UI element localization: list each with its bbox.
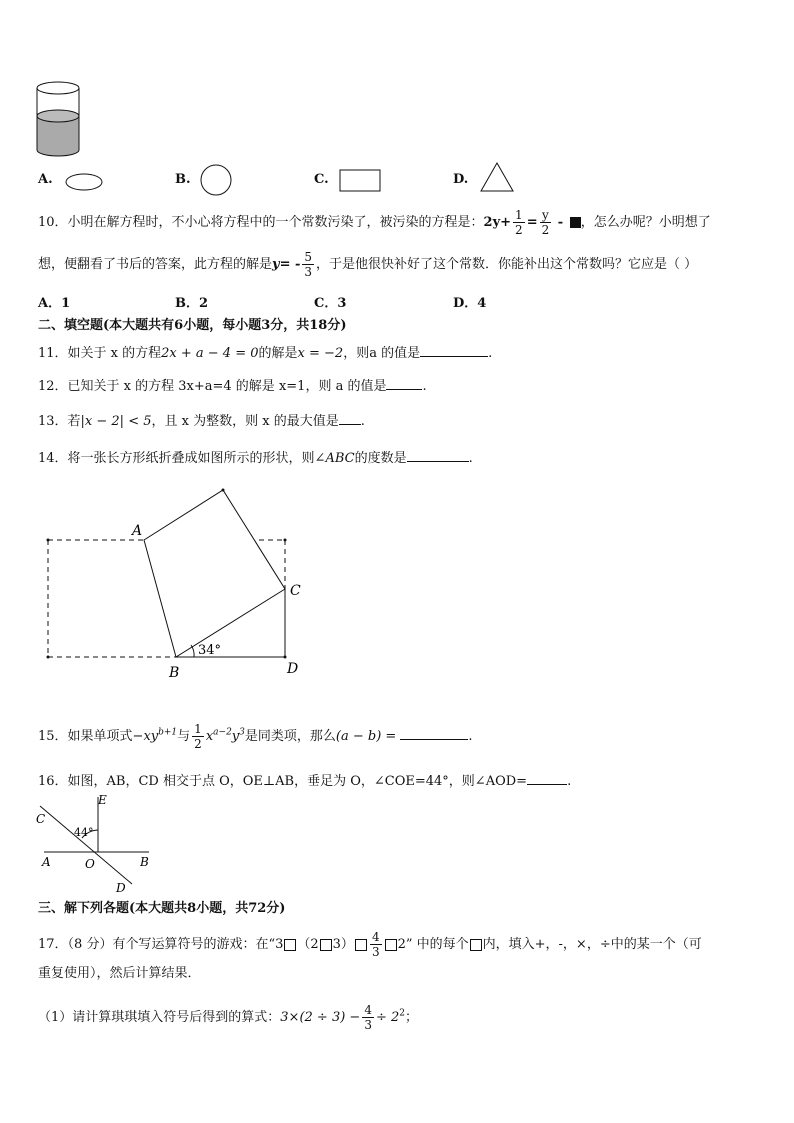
cylinder-figure <box>30 78 86 160</box>
q10-option-b: B．2 <box>175 296 209 311</box>
blank-box-icon <box>284 939 296 951</box>
section-3-heading: 三、解下列各题(本大题共8小题，共72分) <box>38 901 286 916</box>
q10-option-c: C．3 <box>314 296 347 311</box>
q14-period: . <box>468 451 473 466</box>
q17-sub1-exp: 2 <box>399 1008 405 1019</box>
label-a: A <box>132 523 143 539</box>
q13 <box>38 410 365 431</box>
blank-box-icon <box>470 939 482 951</box>
q17-line2: 重复使用），然后计算结果． <box>38 966 201 981</box>
q15-text-a: 15．如果单项式 <box>38 729 133 744</box>
q15-monomial2-x-exp: a−2 <box>213 727 232 738</box>
label-b: B <box>169 665 180 680</box>
q14-answer-blank[interactable] <box>407 447 469 462</box>
triangle-shape <box>478 160 516 194</box>
q12-answer-blank[interactable] <box>386 375 422 390</box>
q10-frac2 <box>540 208 552 237</box>
q10-frac1 <box>513 208 525 237</box>
q17-text-a: 17．（8 分）有个写运算符号的游戏：在“3 <box>38 937 284 952</box>
q12-period: . <box>422 379 427 394</box>
q14-text-b: 的度数是 <box>354 451 407 466</box>
q15-expression: (a − b) = <box>335 729 397 744</box>
folded-rectangle-figure <box>40 485 320 680</box>
q11 <box>38 342 492 363</box>
q11-equation: 2x + a − 4 = 0 <box>161 346 259 361</box>
q10-frac1-den: 2 <box>515 223 523 237</box>
label-b-16: B <box>140 855 149 869</box>
q17-frac-den: 3 <box>371 945 380 959</box>
intersecting-lines-figure <box>34 792 152 894</box>
q10-frac2-den: 2 <box>541 223 550 237</box>
q15-text-c: 是同类项，那么 <box>244 729 336 744</box>
q17-text-c: 3） <box>332 937 354 952</box>
q10-text-b: ，怎么办呢？小明想了 <box>580 215 711 230</box>
q13-period: . <box>360 414 365 429</box>
q11-text-a: 11．如关于 x 的方程 <box>38 346 162 361</box>
q15-monomial1: −xy <box>132 729 159 744</box>
q17-sub1-frac-num: 4 <box>364 1003 372 1017</box>
q14-angle: ∠ABC <box>314 451 355 466</box>
q12-text: 12．已知关于 x 的方程 3x+a=4 的解是 x=1，则 a 的值是 <box>38 379 387 394</box>
ellipse-shape <box>64 172 104 192</box>
label-d: D <box>287 661 299 677</box>
q10-frac1-num: 1 <box>515 208 523 222</box>
q9-option-d-label: D. <box>453 172 469 187</box>
circle-shape <box>199 164 235 196</box>
q11-solution: x = −2 <box>297 346 344 361</box>
q10-line2 <box>38 250 697 279</box>
q9-option-b-label: B. <box>175 172 191 187</box>
label-c-16: C <box>36 812 46 826</box>
label-o: O <box>85 857 95 871</box>
q17-frac-num: 4 <box>371 930 380 944</box>
q12 <box>38 375 427 396</box>
q11-text-c: ，则a 的值是 <box>343 346 421 361</box>
q17-sub1-expr-a: 3×(2 ÷ 3) − <box>280 1010 361 1025</box>
label-a-16: A <box>42 855 51 869</box>
q10-text-a: 10．小明在解方程时，不小心将方程中的一个常数污染了，被污染的方程是： <box>38 215 484 230</box>
q9-option-a-label: A. <box>38 172 53 187</box>
q11-text-b: 的解是 <box>258 346 298 361</box>
q17-text-d: 2” 中的每个 <box>397 937 469 952</box>
q17-text-e: 内，填入+，-，×，÷中的某一个（可 <box>482 937 702 952</box>
q10-text-d: ，于是他很快补好了这个常数．你能补出这个常数吗？它应是（ ） <box>316 257 698 272</box>
q10-frac3 <box>302 250 314 279</box>
q15-monomial1-exp: b+1 <box>158 727 178 738</box>
q10-line1 <box>38 208 711 237</box>
q17-sub1-end: ； <box>404 1010 418 1025</box>
angle-34-label: 34° <box>198 643 222 658</box>
q16-period: . <box>567 774 572 789</box>
blank-box-icon <box>385 939 397 951</box>
q10-frac3-num: 5 <box>304 250 313 264</box>
angle-44-label: 44° <box>74 826 94 839</box>
q10-frac3-den: 3 <box>304 265 313 279</box>
q9-option-c-label: C. <box>314 172 329 187</box>
q10-frac2-num: y <box>542 208 549 222</box>
section-2-heading: 二、填空题(本大题共有6小题，每小题3分，共18分) <box>38 318 347 333</box>
q17-sub1 <box>38 1003 418 1032</box>
q10-solution: y= - <box>272 257 301 272</box>
blank-box-icon <box>320 939 332 951</box>
q17-text-b: （2 <box>297 937 319 952</box>
blank-box-icon <box>355 939 367 951</box>
q10-eq-left: 2y+ <box>483 215 512 230</box>
q13-text-a: 13．若 <box>38 414 81 429</box>
q13-text-b: ，且 x 为整数，则 x 的最大值是 <box>151 414 339 429</box>
q10-text-c: 想，便翻看了书后的答案，此方程的解是 <box>38 257 273 272</box>
q13-answer-blank[interactable] <box>339 410 361 425</box>
label-e: E <box>98 793 107 807</box>
q13-inequality: |x − 2| < 5 <box>80 414 152 429</box>
q15-monomial2-y: y <box>231 729 240 744</box>
ink-blot-icon <box>570 217 581 228</box>
q10-eq-tail: - <box>553 215 568 230</box>
q15-monomial2-x: x <box>205 729 214 744</box>
q10-option-a: A．1 <box>38 296 71 311</box>
q16 <box>38 770 571 791</box>
q11-period: . <box>488 346 493 361</box>
label-c: C <box>290 583 301 599</box>
q16-answer-blank[interactable] <box>527 770 567 785</box>
q15-monomial2-y-exp: 3 <box>239 727 245 738</box>
q11-answer-blank[interactable] <box>420 342 488 357</box>
q15-frac <box>192 722 204 751</box>
q15-answer-blank[interactable] <box>400 725 468 740</box>
label-d-16: D <box>116 881 126 894</box>
q10-eq-mid: = <box>526 215 538 230</box>
q15-text-b: 与 <box>177 729 191 744</box>
q17-frac <box>370 930 382 959</box>
q15-period: . <box>468 729 473 744</box>
q10-option-d: D．4 <box>453 296 487 311</box>
q17-sub1-text: （1）请计算琪琪填入符号后得到的算式： <box>38 1010 281 1025</box>
q17-sub1-frac-den: 3 <box>364 1018 372 1032</box>
rectangle-shape <box>338 168 384 194</box>
q15-frac-den: 2 <box>194 737 202 751</box>
q14-text-a: 14．将一张长方形纸折叠成如图所示的形状，则 <box>38 451 315 466</box>
q17-sub1-expr-b: ÷ 2 <box>375 1010 400 1025</box>
q17-sub1-frac <box>362 1003 374 1032</box>
q17-line1 <box>38 930 702 959</box>
q15-frac-num: 1 <box>194 722 202 736</box>
q16-text: 16．如图，AB，CD 相交于点 O，OE⊥AB，垂足为 O，∠COE=44°，则∠AOD= <box>38 774 528 789</box>
q15 <box>38 722 472 751</box>
q14 <box>38 447 473 468</box>
